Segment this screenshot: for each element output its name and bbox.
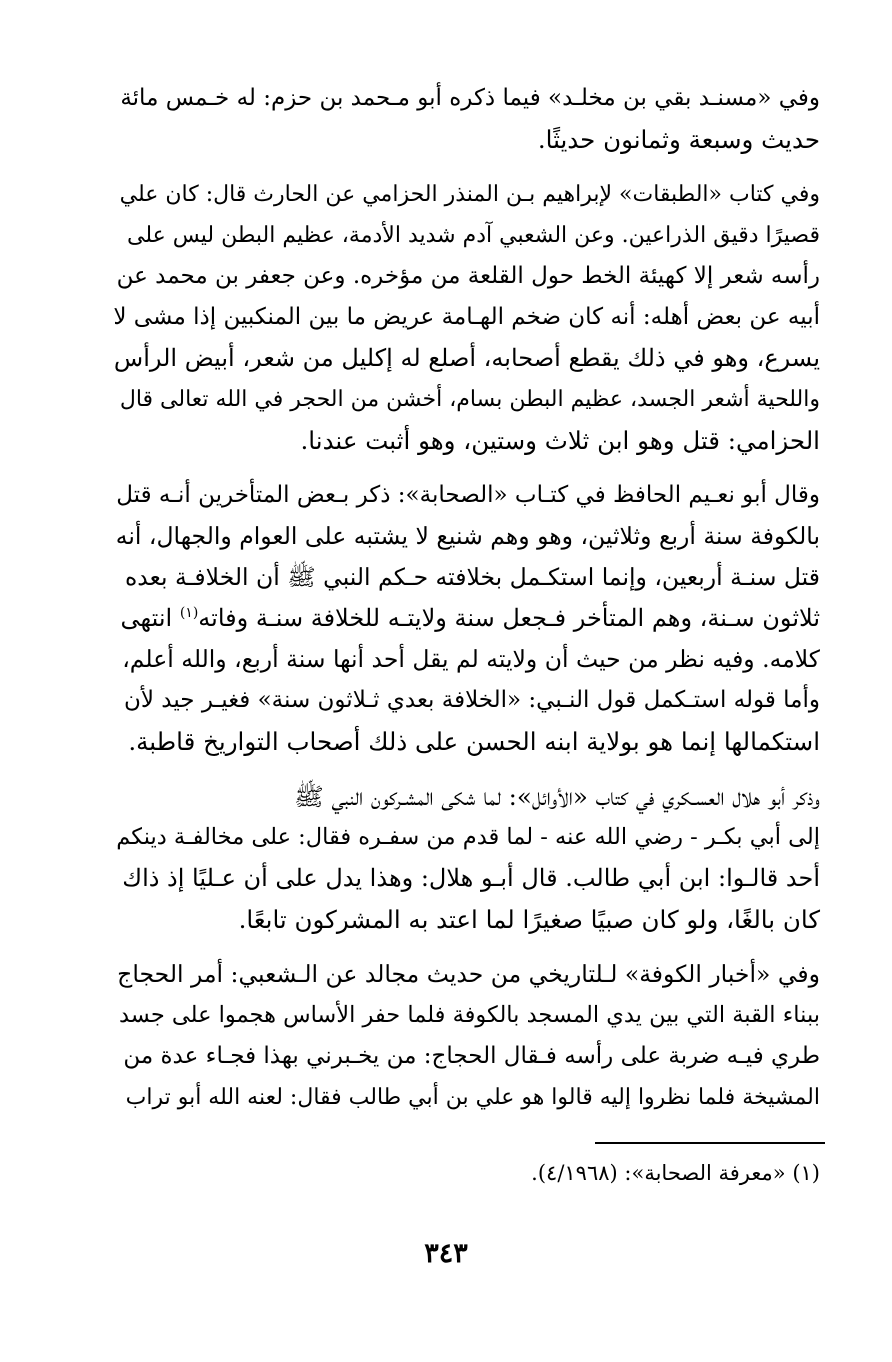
- paragraph-abu-nuaym: [112, 475, 820, 762]
- text-line: وأما قوله استـكمل قول النـبي: «الخلافة بعدي ثـلاثون سنة» فغيـر جيد لأن: [123, 687, 820, 713]
- text-line: ببناء القبة التي بين يدي المسجد بالكوفة فلما حفر الأساس هجموا على جسد: [118, 1002, 820, 1028]
- main-text: [112, 78, 820, 1132]
- footnote-marker: (١): [179, 605, 199, 621]
- paragraph-kufa: [112, 954, 820, 1118]
- page-number: ٣٤٣: [424, 1238, 468, 1269]
- text-line: طري فيـه ضربة على رأسه فـقال الحجاج: من يخـبرني بهذا فجـاء عدة من: [123, 1043, 820, 1069]
- text-line: إلى أبي بكـر - رضي الله عنه - لما قدم من سفـره فقال: على مخالفـة دينكم: [116, 824, 820, 850]
- footnote-divider: [595, 1142, 825, 1144]
- text-line: قصيرًا دقيق الذراعين. وعن الشعبي آدم شديد الأدمة، عظيم البطن ليس على: [127, 223, 820, 248]
- text-line: وفي كتاب «الطبقات» لإبراهيم بـن المنذر الحزامي عن الحارث قال: كان علي: [119, 182, 820, 207]
- footnote: [531, 1158, 820, 1188]
- text-line: المشيخة فلما نظروا إليه قالوا هو علي بن أبي طالب فقال: لعنه الله أبو تراب: [125, 1085, 820, 1110]
- text-line: كان بالغًا، ولو كان صبيًا صغيرًا لما اعتد به المشركون تابعًا.: [238, 905, 820, 934]
- paragraph-musnad: [112, 78, 820, 160]
- text-line: وفي «مسنـد بقي بن مخلـد» فيما ذكره أبو مـحمد بن حزم: له خـمس مائة: [120, 85, 820, 111]
- text-line: أبيه عن بعض أهله: أنه كان ضخم الهـامة عريض ما بين المنكبين إذا مشى لا: [113, 304, 820, 330]
- paragraph-tabaqat: [112, 174, 820, 461]
- text-line: وقال أبو نعـيم الحافظ في كتـاب «الصحابة»: ذكر بـعض المتأخرين أنـه قتل: [116, 482, 820, 508]
- text-line: الحزامي: قتل وهو ابن ثلاث وستين، وهو أثبت عندنا.: [300, 426, 820, 455]
- text-line: قتل سنـة أربعين، وإنما استكـمل بخلافته حـكم النبي ﷺ أن الخلافـة بعده: [124, 563, 820, 591]
- text-line: يسرع، وهو في ذلك يقطع أصحابه، أصلع له إكليل من شعر، أبيض الرأس: [113, 344, 820, 372]
- text-line: رأسه شعر إلا كهيئة الخط حول القلعة من مؤخره. وعن جعفر بن محمد عن: [116, 263, 820, 289]
- text-line: حديث وسبعة وثمانون حديثًا.: [537, 125, 820, 154]
- footnote-text: «معرفة الصحابة»: (٤/١٩٦٨).: [531, 1161, 786, 1185]
- text-line: واللحية أشعر الجسد، عظيم البطن بسام، أخشن من الحجر في الله تعالى قال: [119, 387, 820, 412]
- text-line: بالكوفة سنة أربع وثلاثين، وهو وهم شنيع لا يشتبه على العوام والجهال، أنه: [115, 522, 820, 550]
- text-line: استكمالها إنما هو بولاية ابنه الحسن على ذلك أصحاب التواريخ قاطبة.: [128, 727, 820, 756]
- text-line: وفي «أخبار الكوفة» لـلتاريخي من حديث مجالد عن الـشعبي: أمر الحجاج: [117, 960, 820, 988]
- footnote-number: (١): [792, 1161, 820, 1185]
- text-line-part: انتهى: [120, 604, 173, 632]
- text-line: كلامه. وفيه نظر من حيث أن ولايته لم يقل أحد أنها سنة أربع، والله أعلم،: [122, 645, 820, 673]
- text-line: أحد قالـوا: ابن أبي طالب. قال أبـو هلال: وهذا يدل على أن عـليًا إذ ذاك: [122, 864, 820, 892]
- text-line: [112, 598, 820, 639]
- text-line-part: ثلاثون سـنة، وهم المتأخر فـجعل سنة ولايتـه للخلافة سنـة وفاته: [198, 604, 820, 632]
- paragraph-awail: [112, 776, 820, 940]
- text-line: وذكر أبو هلال العسـكري في كتاب «الأوائل»: لما شكى المشـركون النبي ﷺ: [294, 782, 820, 811]
